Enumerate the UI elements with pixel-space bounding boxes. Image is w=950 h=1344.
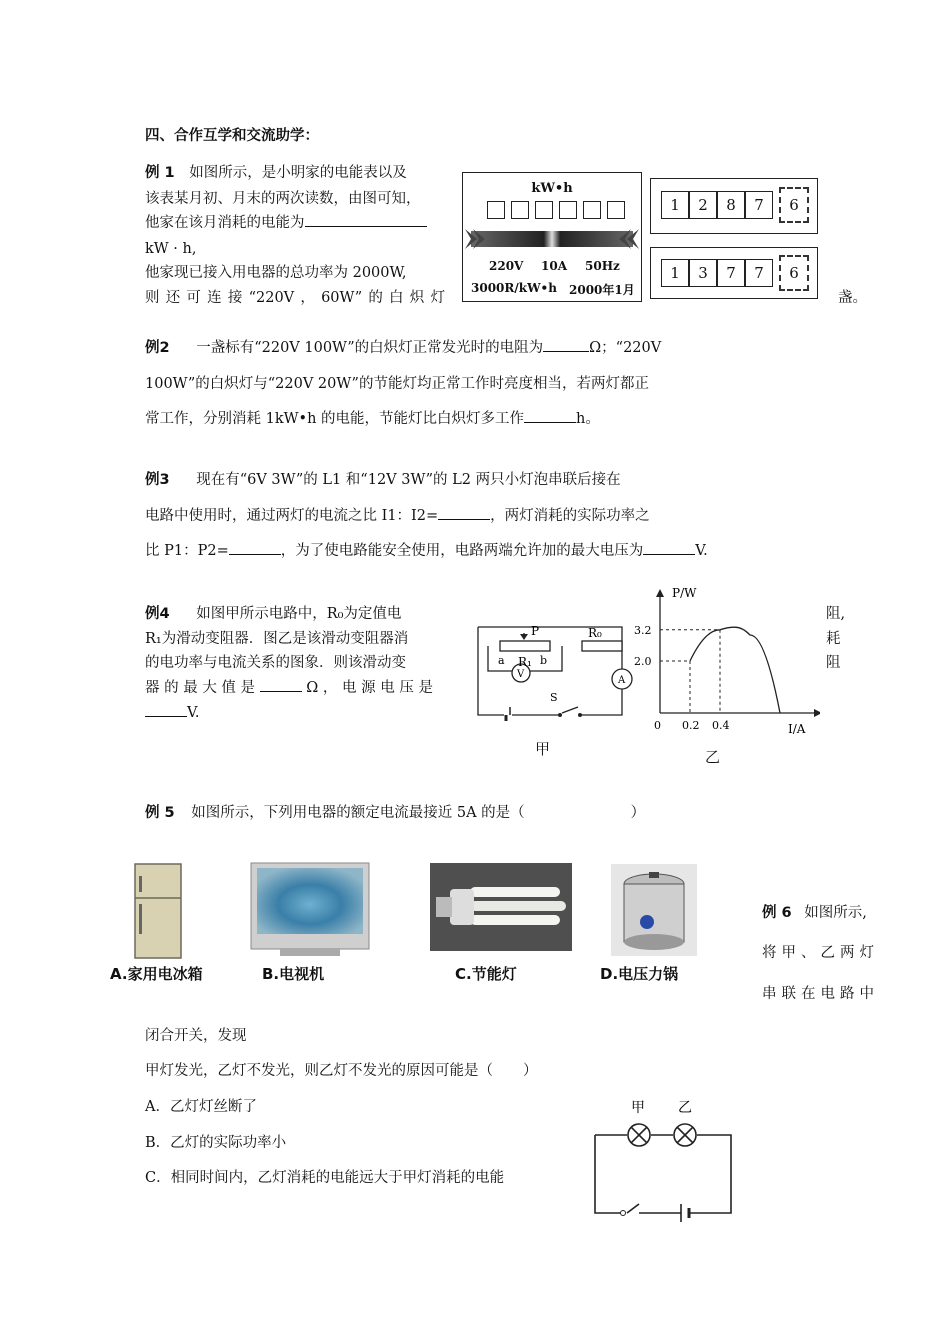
- meter-disk-window: [465, 225, 639, 253]
- ex4-label: 例4: [145, 606, 170, 622]
- ex5-question: [145, 802, 645, 824]
- reading-start-digit-4: 7: [745, 191, 773, 219]
- option-b-tv: B.电视机: [262, 965, 325, 983]
- ex2-text1a: 一盏标有“220V 100W”的白炽灯正常发光时的电阻为: [196, 340, 544, 356]
- ex2-text1b: Ω；“220V: [589, 340, 662, 356]
- pressure-cooker-image: [611, 864, 697, 956]
- ex1-line2: 该表某月初、月末的两次读数，由图可知，: [145, 191, 421, 207]
- fridge-image: [133, 862, 183, 960]
- circuit-label-r1: R₁: [518, 655, 532, 669]
- ex4-graph-caption: 乙: [705, 748, 721, 766]
- ex4-line4: [145, 677, 433, 699]
- ex5-text: 如图所示，下列用电器的额定电流最接近 5A 的是（: [191, 805, 525, 821]
- ex3-line1: [145, 469, 621, 491]
- ex3-answer-blank-max-voltage[interactable]: [643, 540, 695, 555]
- ex6-lamp-1-label: 甲: [631, 1100, 645, 1116]
- meter-date: 2000年1月: [569, 283, 635, 297]
- ex6-side1-text: 如图所示,: [804, 905, 867, 921]
- circuit-label-s: S: [550, 691, 558, 704]
- ex2-answer-blank-hours[interactable]: [524, 408, 576, 423]
- option-c-cfl: C.节能灯: [455, 965, 517, 983]
- ex6-circuit-diagram: [585, 1090, 745, 1230]
- ex2-text3b: h。: [576, 411, 600, 427]
- ex3-text3a: 比 P1：P2=: [145, 543, 229, 559]
- ex4-circuit-diagram: [470, 615, 640, 765]
- ex2-line3: [145, 408, 600, 430]
- meter-rating-current: 10A: [541, 259, 568, 273]
- ex4-line3-end: 阻: [826, 655, 841, 671]
- reading-start-digit-3: 8: [717, 191, 745, 219]
- ex4-line1: [145, 603, 401, 625]
- ex4-power-current-graph: [630, 585, 820, 745]
- ex6-option-b: B．乙灯的实际功率小: [145, 1135, 287, 1151]
- ex5-label: 例 5: [145, 805, 175, 821]
- reading-end-digit-decimal: 6: [779, 255, 809, 291]
- ex3-line3: [145, 540, 708, 562]
- ex6-line1: 闭合开关，发现: [145, 1028, 247, 1044]
- ex3-line2: [145, 505, 650, 527]
- ex4-line5: [145, 702, 200, 724]
- ex5-text-end: ）: [630, 805, 646, 821]
- reading-end-digit-2: 3: [689, 259, 717, 287]
- ex3-label: 例3: [145, 472, 170, 488]
- ex1-text1: 如图所示，是小明家的电能表以及: [189, 165, 407, 181]
- ex1-tail-text: 盏。: [838, 290, 867, 306]
- electric-meter: [462, 172, 642, 302]
- ex6-line2: [145, 1060, 538, 1082]
- reading-end-digit-1: 1: [661, 259, 689, 287]
- meter-rating-frequency: 50Hz: [585, 259, 620, 273]
- meter-constant: 3000R/kW•h: [471, 281, 557, 295]
- ex6-side3: 串联在电路中: [762, 986, 874, 1002]
- ex6-text2-end: ）: [523, 1063, 538, 1079]
- ex1-line6: 则还可连接“220V，60W”的白炽灯: [145, 290, 445, 306]
- graph-origin: 0: [654, 719, 661, 732]
- cfl-lamp-image: [430, 863, 572, 951]
- ex3-text3b: ，为了使电路能安全使用，电路两端允许加的最大电压为: [280, 543, 644, 559]
- ex3-answer-blank-current-ratio[interactable]: [438, 505, 490, 520]
- ex1-tail: [838, 287, 867, 309]
- ex2-text3a: 常工作，分别消耗 1kW•h 的电能，节能灯比白炽灯多工作: [145, 411, 525, 427]
- graph-ylabel: P/W: [672, 586, 697, 600]
- reading-start: [650, 178, 818, 234]
- ex6-side2: 将甲、乙两灯: [762, 945, 874, 961]
- ex3-answer-blank-power-ratio[interactable]: [229, 540, 281, 555]
- reading-end-digit-3: 7: [717, 259, 745, 287]
- ex4-line2: R₁为滑动变阻器．图乙是该滑动变阻器消: [145, 631, 409, 647]
- ex4-text1: 如图甲所示电路中，R₀为定值电: [196, 606, 402, 622]
- ex4-text4b: Ω ， 电 源 电 压 是: [306, 680, 433, 696]
- reading-start-digit-decimal: 6: [779, 187, 809, 223]
- circuit-label-a: a: [498, 654, 505, 667]
- graph-ytick-2-0: 2.0: [634, 655, 652, 668]
- ex2-answer-blank-resistance[interactable]: [543, 337, 589, 352]
- reading-start-digit-2: 2: [689, 191, 717, 219]
- graph-power-curve: [690, 627, 780, 713]
- ex3-text2b: ，两灯消耗的实际功率之: [490, 508, 650, 524]
- ex1-line1: [145, 162, 407, 184]
- ex2-line2: 100W”的白炽灯与“220V 20W”的节能灯均正常工作时亮度相当，若两灯都正: [145, 376, 649, 392]
- reading-end: [650, 247, 818, 299]
- tv-image: [250, 862, 370, 958]
- ex4-answer-blank-supply-voltage[interactable]: [145, 702, 187, 717]
- ex4-line1-end: 阻,: [826, 606, 846, 622]
- ex4-text5: V.: [187, 705, 200, 721]
- circuit-label-p: P: [531, 624, 540, 638]
- option-d-cooker: D.电压力锅: [600, 965, 679, 983]
- ex4-line3: 的电功率与电流关系的图象．则该滑动变: [145, 655, 406, 671]
- ex1-line3: [145, 212, 427, 234]
- ex6-option-c: C．相同时间内，乙灯消耗的电能远大于甲灯消耗的电能: [145, 1170, 505, 1186]
- graph-xlabel: I/A: [788, 722, 806, 736]
- meter-unit: kW•h: [531, 181, 573, 196]
- ex3-text2a: 电路中使用时，通过两灯的电流之比 I1：I2=: [145, 508, 439, 524]
- circuit-label-v: V: [517, 669, 525, 680]
- ex1-label: 例 1: [145, 165, 175, 181]
- ex6-label: 例 6: [762, 905, 792, 921]
- ex1-text3: 他家在该月消耗的电能为: [145, 215, 305, 231]
- ex1-line5: 他家现已接入用电器的总功率为 2000W,: [145, 265, 407, 281]
- ex3-text3c: V.: [695, 543, 708, 559]
- ex6-option-a: A．乙灯灯丝断了: [145, 1099, 257, 1115]
- reading-end-digit-4: 7: [745, 259, 773, 287]
- circuit-label-r0: R₀: [588, 626, 602, 640]
- ex6-side1: [762, 902, 867, 924]
- circuit-label-b: b: [540, 654, 548, 667]
- ex6-lamp-2-label: 乙: [678, 1100, 692, 1116]
- section-title: 四、合作互学和交流助学：: [145, 128, 319, 144]
- ex4-answer-blank-max-resistance[interactable]: [260, 677, 302, 692]
- ex2-line1: [145, 337, 661, 359]
- ex1-line4: kW · h,: [145, 241, 197, 257]
- reading-start-digit-1: 1: [661, 191, 689, 219]
- option-a-fridge: A.家用电冰箱: [110, 965, 203, 983]
- graph-xtick-0-4: 0.4: [712, 719, 730, 732]
- ex2-label: 例2: [145, 340, 170, 356]
- graph-ytick-3-2: 3.2: [634, 623, 652, 637]
- ex4-text4a: 器 的 最 大 值 是: [145, 680, 256, 696]
- ex3-text1: 现在有“6V 3W”的 L1 和“12V 3W”的 L2 两只小灯泡串联后接在: [196, 472, 621, 488]
- meter-rating-voltage: 220V: [489, 259, 524, 273]
- ex6-text2: 甲灯发光，乙灯不发光，则乙灯不发光的原因可能是（: [145, 1063, 493, 1079]
- ex1-answer-blank-energy[interactable]: [305, 212, 427, 227]
- ex4-circuit-caption: 甲: [535, 740, 551, 758]
- ex4-line2-end: 耗: [826, 631, 841, 647]
- graph-xtick-0-2: 0.2: [682, 719, 700, 732]
- circuit-label-ammeter: A: [618, 675, 626, 686]
